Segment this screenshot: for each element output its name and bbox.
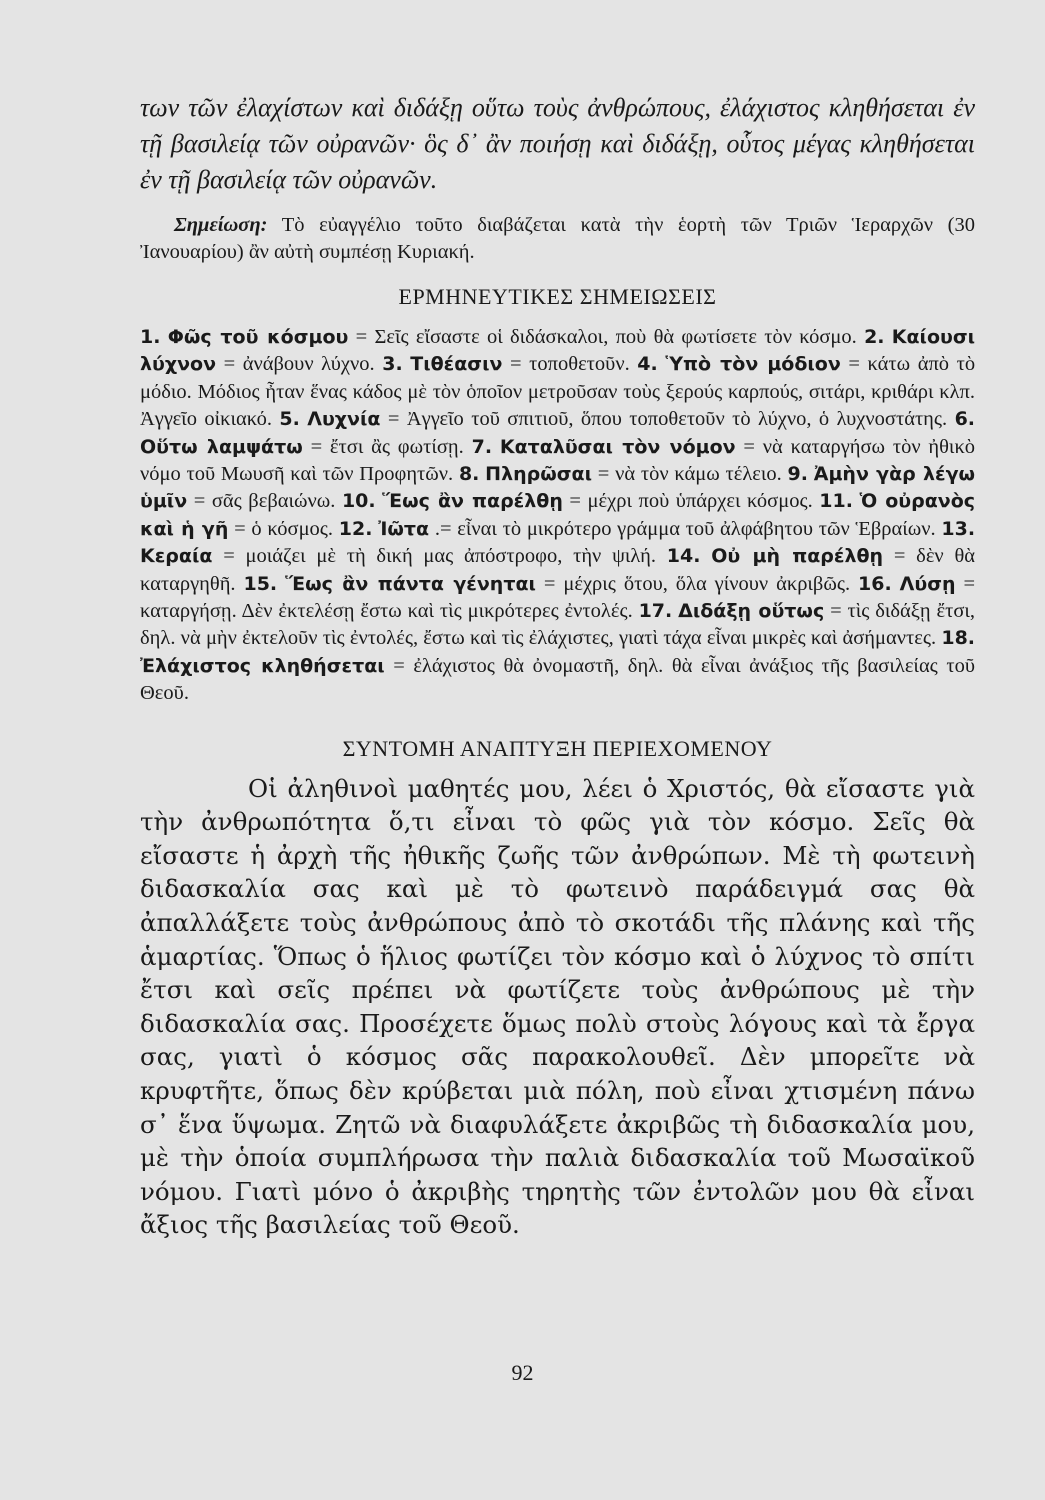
gloss-term: Πληρῶσαι — [485, 463, 592, 486]
gloss-number: 13. — [941, 517, 976, 540]
gloss-term: Λύσῃ — [899, 572, 956, 595]
gloss-number: 3. — [382, 353, 403, 376]
gloss-term: Ὑπὸ τὸν μόδιον — [665, 353, 841, 376]
gloss-number: 12. — [338, 517, 373, 540]
note-text: Τὸ εὐαγγέλιο τοῦτο διαβάζεται κατὰ τὴν ἑορτὴ τῶν Τριῶν Ἱεραρχῶν (30 Ἰανουαρίου) ἂν αὐτὴ συμπέσῃ Κυριακή. — [140, 214, 975, 263]
gloss-definition: = ἀνάβουν λύχνο. — [223, 353, 375, 376]
gloss-term: Ἀμὴν γὰρ λέγω ὑμῖν — [140, 463, 976, 513]
gloss-number: 7. — [471, 435, 493, 458]
gloss-definition: = νὰ τὸν κάμω τέλειο. — [597, 463, 782, 486]
gloss-number: 18. — [941, 627, 976, 650]
gloss-term: Καίουσι λύχνον — [140, 326, 976, 376]
gloss-definition: = καταργήσῃ. Δὲν ἐκτελέσῃ ἔστω καὶ τὶς μικρότερες ἐντολές. — [140, 572, 976, 623]
glosses-paragraph — [140, 324, 975, 708]
gloss-entry — [459, 463, 782, 485]
gloss-definition: = δὲν θὰ καταργηθῆ. — [140, 545, 976, 595]
page-number: 92 — [511, 1360, 534, 1385]
gloss-definition: .= εἶναι τὸ μικρότερο γράμμα τοῦ ἀλφάβητου τῶν Ἑβραίων. — [434, 517, 936, 540]
liturgical-note — [140, 212, 975, 266]
gloss-definition: = ἐλάχιστος θὰ ὀνομαστῆ, δηλ. θὰ εἶναι ἀνάξιος τῆς βασιλείας τοῦ Θεοῦ. — [140, 654, 975, 705]
gloss-definition: = τοποθετοῦν. — [510, 353, 630, 376]
gloss-term: Ἕως ἂν πάντα γένηται — [285, 572, 536, 595]
gloss-term: Ἕως ἂν παρέλθῃ — [382, 490, 563, 513]
gloss-term: Ὁ οὐρανὸς καὶ ἡ γῆ — [140, 490, 976, 540]
gloss-number: 6. — [954, 408, 976, 431]
gloss-entry — [140, 326, 857, 348]
gloss-number: 11. — [819, 490, 853, 513]
gloss-term: Οὐ μὴ παρέλθῃ — [711, 545, 884, 568]
gloss-number: 2. — [864, 326, 885, 348]
gloss-definition: = μοιάζει μὲ τὴ δική μας ἀπόστροφο, τὴν ψιλή. — [223, 545, 657, 568]
note-label: Σημείωση: — [174, 214, 268, 236]
scripture-passage: των τῶν ἐλαχίστων καὶ διδάξῃ οὕτω τοὺς ἀνθρώπους, ἐλάχιστος κληθήσεται ἐν τῇ βασιλείᾳ τῶν οὐρανῶν· ὃς δ᾽ ἂν ποιήσῃ καὶ διδάξῃ, οὗτος μέγας κληθήσεται ἐν τῇ βασιλείᾳ τῶν οὐρανῶν. — [140, 93, 975, 194]
gloss-number: 9. — [787, 463, 808, 486]
gloss-term: Ἐλάχιστος κληθήσεται — [140, 654, 385, 677]
gloss-term: Φῶς τοῦ κόσμου — [167, 326, 349, 348]
gloss-definition: = κάτω ἀπὸ τὸ μόδιο. Μόδιος ἦταν ἕνας κάδος μὲ τὸν ὁποῖον μετροῦσαν τοὺς ξερούς καρπούς, σιτάρι, κριθάρι κλπ. Ἀγγεῖο οἰκιακό. — [140, 353, 976, 431]
summary-heading: ΣΥΝΤΟΜΗ ΑΝΑΠΤΥΞΗ ΠΕΡΙΕΧΟΜΕΝΟΥ — [342, 735, 773, 761]
gloss-number: 16. — [858, 572, 892, 595]
gloss-entry — [382, 353, 630, 375]
gloss-term: Τιθέασιν — [410, 353, 503, 376]
gloss-number: 14. — [666, 545, 701, 568]
glosses-heading: ΕΡΜΗΝΕΥΤΙΚΕΣ ΣΗΜΕΙΩΣΕΙΣ — [398, 284, 717, 309]
gloss-definition: = μέχρι ποὺ ὑπάρχει κόσμος. — [569, 490, 813, 513]
gloss-entry — [279, 408, 947, 430]
gloss-entry — [342, 490, 813, 512]
gloss-number: 1. — [140, 326, 161, 348]
gloss-definition: = Ἀγγεῖο τοῦ σπιτιοῦ, ὅπου τοποθετοῦν τὸ λύχνο, ὁ λυχνοστάτης. — [387, 408, 948, 431]
gloss-number: 4. — [637, 353, 658, 376]
gloss-definition: = Σεῖς εἴσαστε οἱ διδάσκαλοι, ποὺ θὰ φωτίσετε τὸν κόσμο. — [355, 326, 857, 348]
gloss-number: 15. — [243, 572, 278, 595]
gloss-entry — [339, 518, 936, 540]
gloss-term: Οὕτω λαμψάτω — [140, 435, 303, 458]
gloss-number: 17. — [638, 600, 673, 623]
gloss-term: Κεραία — [140, 545, 213, 568]
summary-paragraph: Οἱ ἀληθινοὶ μαθητές μου, λέει ὁ Χριστός, θὰ εἴσαστε γιὰ τὴν ἀνθρωπότητα ὅ,τι εἶναι τὸ φῶς γιὰ τὸν κόσμο. Σεῖς θὰ εἴσαστε ἡ ἀρχὴ τῆς ἠθικῆς ζωῆς τῶν ἀνθρώπων. Μὲ τὴ φωτεινὴ διδασκαλία σας καὶ μὲ τὸ φωτεινὸ παράδειγμά σας θὰ ἀπαλλάξετε τοὺς ἀνθρώπους ἀπὸ τὸ σκοτάδι τῆς πλάνης καὶ τῆς ἁμαρτίας. Ὅπως ὁ ἥλιος φωτίζει τὸν κόσμο καὶ ὁ λύχνος τὸ σπίτι ἔτσι καὶ σεῖς πρέπει νὰ φωτίζετε τοὺς ἀνθρώπους μὲ τὴν διδασκαλία σας. Προσέχετε ὅμως πολὺ στοὺς λόγους καὶ τὰ ἔργα σας, γιατὶ ὁ κόσμος σᾶς παρακολουθεῖ. Δὲν μπορεῖτε νὰ κρυφτῆτε, ὅπως δὲν κρύβεται μιὰ πόλη, ποὺ εἶναι χτισμένη πάνω σ᾽ ἕνα ὕψωμα. Ζητῶ νὰ διαφυλάξετε ἀκριβῶς τὴ διδασκαλία μου, μὲ τὴν ὁποία συμπλήρωσα τὴν παλιὰ διδασκαλία τοῦ Μωσαϊκοῦ νόμου. Γιατὶ μόνο ὁ ἀκριβὴς τηρητὴς τῶν ἐντολῶν μου θὰ εἶναι ἄξιος τῆς βασιλείας τοῦ Θεοῦ. — [140, 773, 975, 1240]
gloss-definition: = τὶς διδάξῃ ἔτσι, δηλ. νὰ μὴν ἐκτελοῦν τὶς ἐντολές, ἔστω καὶ τὶς ἐλάχιστες, γιατὶ τάχα εἶναι μικρὲς καὶ ἀσήμαντες. — [140, 600, 976, 650]
gloss-number: 10. — [341, 490, 376, 513]
gloss-definition: = νὰ καταργήσω τὸν ἠθικὸ νόμο τοῦ Μωυσῆ καὶ τῶν Προφητῶν. — [140, 435, 976, 486]
gloss-entry — [243, 573, 850, 595]
gloss-term: Λυχνία — [307, 408, 381, 431]
gloss-definition: = ὁ κόσμος. — [234, 517, 334, 540]
gloss-definition: = μέχρις ὅτου, ὅλα γίνουν ἀκριβῶς. — [543, 572, 851, 595]
gloss-definition: = σᾶς βεβαιώνω. — [193, 490, 336, 513]
gloss-number: 8. — [458, 463, 480, 486]
gloss-number: 5. — [279, 408, 300, 431]
gloss-definition: = ἔτσι ἂς φωτίσῃ. — [310, 435, 464, 458]
gloss-term: Ἰῶτα — [378, 517, 430, 540]
gloss-term: Καταλῦσαι τὸν νόμον — [499, 435, 736, 458]
gloss-term: Διδάξῃ οὕτως — [678, 600, 825, 623]
